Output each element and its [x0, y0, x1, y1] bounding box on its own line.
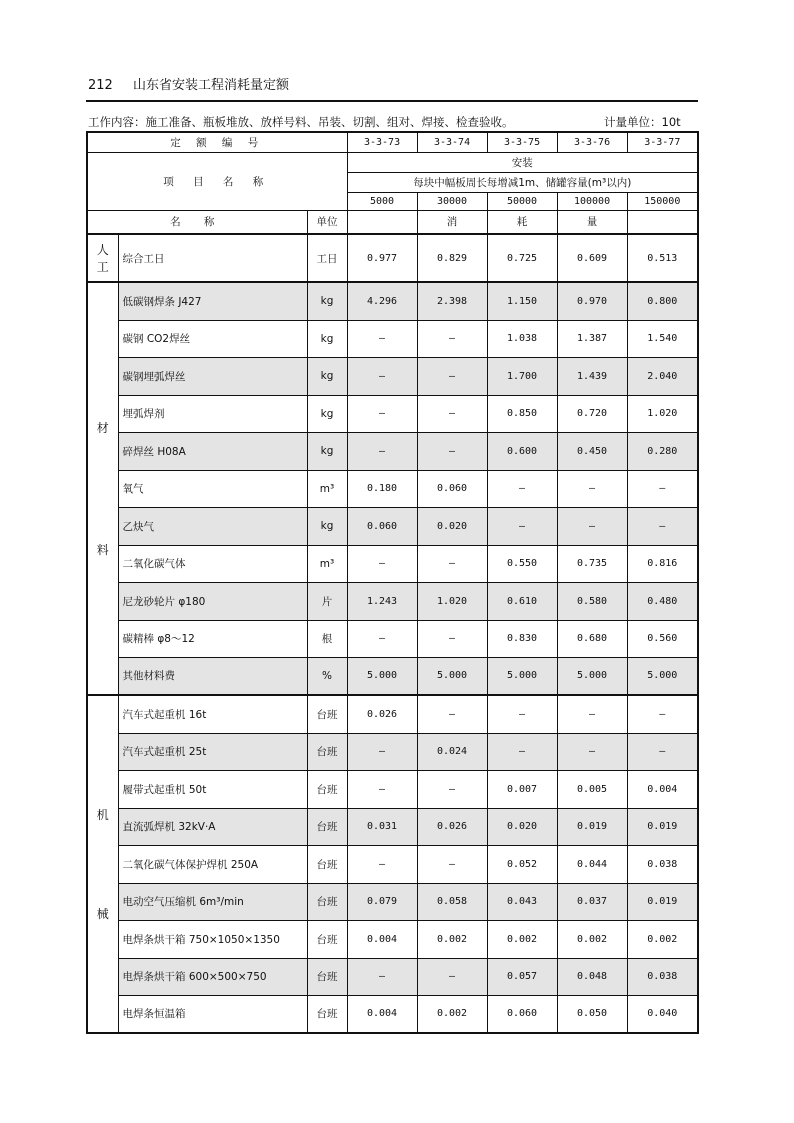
col-consumption-char: 耗	[487, 210, 557, 234]
consumption-value: 0.057	[487, 958, 557, 995]
consumption-value: 5.000	[417, 657, 487, 695]
resource-unit: 工日	[307, 234, 347, 282]
consumption-value: 1.150	[487, 282, 557, 320]
consumption-value: 0.970	[557, 282, 627, 320]
consumption-value: —	[347, 958, 417, 995]
consumption-value: 1.439	[557, 357, 627, 395]
consumption-value: —	[347, 432, 417, 470]
consumption-value: —	[627, 470, 698, 507]
consumption-value: 0.680	[557, 620, 627, 657]
section-label	[87, 695, 118, 1033]
consumption-value: —	[487, 507, 557, 545]
consumption-value: 0.040	[627, 995, 698, 1033]
consumption-value: 1.020	[627, 395, 698, 432]
consumption-value: —	[557, 507, 627, 545]
consumption-value: —	[417, 320, 487, 357]
resource-name: 埋弧焊剂	[118, 395, 307, 432]
consumption-value: —	[417, 545, 487, 582]
resource-name: 电焊条恒温箱	[118, 995, 307, 1033]
resource-unit: m³	[307, 545, 347, 582]
resource-unit: 台班	[307, 958, 347, 995]
consumption-value: 0.004	[347, 995, 417, 1033]
consumption-value: 0.005	[557, 770, 627, 808]
consumption-value: 0.609	[557, 234, 627, 282]
section-label-char: 料	[96, 543, 109, 558]
consumption-value: 0.007	[487, 770, 557, 808]
consumption-value: 1.243	[347, 582, 417, 620]
table-row	[87, 234, 698, 282]
code-row	[87, 132, 698, 152]
table-row	[87, 432, 698, 470]
resource-unit: 台班	[307, 883, 347, 920]
consumption-value: —	[627, 733, 698, 770]
resource-name: 履带式起重机 50t	[118, 770, 307, 808]
col-consumption-char: 消	[417, 210, 487, 234]
consumption-value: 0.610	[487, 582, 557, 620]
consumption-value: 0.550	[487, 545, 557, 582]
resource-unit: 台班	[307, 770, 347, 808]
consumption-value: 0.600	[487, 432, 557, 470]
resource-unit: 台班	[307, 995, 347, 1033]
consumption-value: 1.020	[417, 582, 487, 620]
consumption-value: 0.816	[627, 545, 698, 582]
consumption-value: 4.296	[347, 282, 417, 320]
resource-name: 电焊条烘干箱 600×500×750	[118, 958, 307, 995]
consumption-value: —	[347, 320, 417, 357]
consumption-value: 0.019	[627, 883, 698, 920]
consumption-value: 0.019	[627, 808, 698, 845]
resource-name: 电焊条烘干箱 750×1050×1350	[118, 920, 307, 958]
section-label-char: 人	[96, 243, 109, 257]
consumption-value: 5.000	[347, 657, 417, 695]
resource-name: 二氧化碳气体	[118, 545, 307, 582]
consumption-value: 0.004	[347, 920, 417, 958]
category-cell: 安装	[347, 152, 698, 172]
consumption-value: 5.000	[627, 657, 698, 695]
consumption-value: —	[347, 845, 417, 883]
consumption-value: 0.513	[627, 234, 698, 282]
consumption-value: 0.020	[487, 808, 557, 845]
table-row	[87, 733, 698, 770]
quota-table	[86, 131, 699, 1034]
resource-name: 二氧化碳气体保护焊机 250A	[118, 845, 307, 883]
consumption-value: —	[347, 770, 417, 808]
consumption-value: 0.026	[417, 808, 487, 845]
consumption-value: 0.002	[557, 920, 627, 958]
resource-unit: 根	[307, 620, 347, 657]
consumption-value: 0.002	[417, 995, 487, 1033]
section-label-char: 材	[96, 420, 109, 435]
resource-unit: kg	[307, 282, 347, 320]
consumption-value: —	[627, 695, 698, 733]
consumption-value: —	[417, 432, 487, 470]
table-row	[87, 657, 698, 695]
resource-name: 汽车式起重机 16t	[118, 695, 307, 733]
consumption-value: —	[347, 733, 417, 770]
resource-unit: 台班	[307, 845, 347, 883]
consumption-value: —	[347, 545, 417, 582]
consumption-value: 0.026	[347, 695, 417, 733]
page-number: 212	[88, 78, 113, 93]
consumption-value: 2.040	[627, 357, 698, 395]
code-cell: 3-3-73	[347, 132, 417, 152]
table-row	[87, 845, 698, 883]
consumption-value: 0.043	[487, 883, 557, 920]
consumption-value: 0.830	[487, 620, 557, 657]
code-cell: 3-3-75	[487, 132, 557, 152]
consumption-value: 0.060	[417, 470, 487, 507]
consumption-value: —	[417, 845, 487, 883]
resource-unit: kg	[307, 320, 347, 357]
consumption-value: —	[487, 733, 557, 770]
resource-name: 直流弧焊机 32kV·A	[118, 808, 307, 845]
resource-name: 碎焊丝 H08A	[118, 432, 307, 470]
resource-name: 其他材料费	[118, 657, 307, 695]
table-row	[87, 920, 698, 958]
table-row	[87, 958, 698, 995]
consumption-value: 0.048	[557, 958, 627, 995]
consumption-value: 0.024	[417, 733, 487, 770]
capacity-cell: 5000	[347, 192, 417, 210]
section-label	[87, 282, 118, 695]
col-unit-header: 单位	[307, 210, 347, 234]
resource-name: 碳钢埋弧焊丝	[118, 357, 307, 395]
consumption-value: 0.058	[417, 883, 487, 920]
table-row	[87, 770, 698, 808]
consumption-value: —	[557, 695, 627, 733]
resource-name: 汽车式起重机 25t	[118, 733, 307, 770]
consumption-value: —	[557, 733, 627, 770]
consumption-value: —	[417, 357, 487, 395]
resource-name: 低碳钢焊条 J427	[118, 282, 307, 320]
consumption-value: 0.044	[557, 845, 627, 883]
work-content: 工作内容：施工准备、瓶板堆放、放样号料、吊装、切割、组对、焊接、检查验收。	[88, 115, 514, 129]
code-cell: 3-3-76	[557, 132, 627, 152]
consumption-value: —	[627, 507, 698, 545]
consumption-value: 0.850	[487, 395, 557, 432]
consumption-value: 0.450	[557, 432, 627, 470]
capacity-cell: 50000	[487, 192, 557, 210]
consumption-value: 0.002	[417, 920, 487, 958]
consumption-value: 1.038	[487, 320, 557, 357]
resource-name: 氧气	[118, 470, 307, 507]
capacity-cell: 30000	[417, 192, 487, 210]
consumption-value: 0.977	[347, 234, 417, 282]
consumption-value: 0.280	[627, 432, 698, 470]
consumption-value: —	[347, 620, 417, 657]
consumption-value: 0.725	[487, 234, 557, 282]
table-row	[87, 995, 698, 1033]
consumption-value: 0.031	[347, 808, 417, 845]
capacity-cell: 150000	[627, 192, 698, 210]
consumption-value: 0.079	[347, 883, 417, 920]
col-consumption-blank	[627, 210, 698, 234]
resource-unit: 台班	[307, 695, 347, 733]
col-name-header: 名 称	[87, 210, 307, 234]
column-header-row	[87, 210, 698, 234]
page-header	[88, 74, 289, 93]
table-row	[87, 395, 698, 432]
consumption-value: 0.020	[417, 507, 487, 545]
consumption-value: 0.829	[417, 234, 487, 282]
section-label-char: 械	[96, 907, 109, 922]
table-row	[87, 320, 698, 357]
consumption-value: 0.050	[557, 995, 627, 1033]
consumption-value: 0.038	[627, 958, 698, 995]
table-row	[87, 507, 698, 545]
consumption-value: —	[557, 470, 627, 507]
consumption-value: 1.700	[487, 357, 557, 395]
section-label-char: 工	[96, 260, 109, 274]
code-cell: 3-3-77	[627, 132, 698, 152]
consumption-value: 5.000	[487, 657, 557, 695]
table-row	[87, 470, 698, 507]
consumption-value: 0.004	[627, 770, 698, 808]
resource-name: 乙炔气	[118, 507, 307, 545]
section-label	[87, 234, 118, 282]
sub-category-cell: 每块中幅板周长每增减1m、储罐容量(m³以内)	[347, 172, 698, 192]
resource-unit: kg	[307, 432, 347, 470]
resource-unit: 台班	[307, 920, 347, 958]
table-row	[87, 545, 698, 582]
consumption-value: 0.720	[557, 395, 627, 432]
resource-unit: kg	[307, 357, 347, 395]
table-row	[87, 620, 698, 657]
consumption-value: 1.387	[557, 320, 627, 357]
section-label-char: 机	[96, 807, 109, 822]
consumption-value: 2.398	[417, 282, 487, 320]
table-row	[87, 808, 698, 845]
resource-unit: kg	[307, 507, 347, 545]
consumption-value: 0.002	[487, 920, 557, 958]
consumption-value: 0.060	[347, 507, 417, 545]
capacity-cell: 100000	[557, 192, 627, 210]
resource-name: 综合工日	[118, 234, 307, 282]
resource-unit: kg	[307, 395, 347, 432]
resource-unit: m³	[307, 470, 347, 507]
consumption-value: 0.480	[627, 582, 698, 620]
consumption-value: —	[417, 770, 487, 808]
resource-name: 电动空气压缩机 6m³/min	[118, 883, 307, 920]
table-row	[87, 282, 698, 320]
consumption-value: —	[487, 695, 557, 733]
consumption-value: 1.540	[627, 320, 698, 357]
header-rule	[86, 100, 698, 102]
item-label: 项 目 名 称	[87, 152, 347, 210]
measure-unit: 计量单位：10t	[604, 115, 681, 129]
consumption-value: 5.000	[557, 657, 627, 695]
table-row	[87, 695, 698, 733]
table-row	[87, 582, 698, 620]
col-consumption-char: 量	[557, 210, 627, 234]
consumption-value: 0.060	[487, 995, 557, 1033]
consumption-value: 0.019	[557, 808, 627, 845]
consumption-value: —	[417, 958, 487, 995]
code-label: 定 额 编 号	[87, 132, 347, 152]
consumption-value: —	[417, 395, 487, 432]
resource-unit: 台班	[307, 808, 347, 845]
consumption-value: —	[347, 357, 417, 395]
resource-unit: 片	[307, 582, 347, 620]
consumption-value: 0.800	[627, 282, 698, 320]
consumption-value: —	[417, 695, 487, 733]
consumption-value: 0.038	[627, 845, 698, 883]
table-row	[87, 883, 698, 920]
consumption-value: 0.052	[487, 845, 557, 883]
resource-name: 碳钢 CO2焊丝	[118, 320, 307, 357]
consumption-value: —	[417, 620, 487, 657]
table-row	[87, 357, 698, 395]
resource-unit: 台班	[307, 733, 347, 770]
consumption-value: 0.560	[627, 620, 698, 657]
resource-name: 碳精棒 φ8～12	[118, 620, 307, 657]
consumption-value: 0.037	[557, 883, 627, 920]
resource-unit: %	[307, 657, 347, 695]
code-cell: 3-3-74	[417, 132, 487, 152]
consumption-value: 0.002	[627, 920, 698, 958]
col-consumption-blank	[347, 210, 417, 234]
book-title: 山东省安装工程消耗量定额	[132, 78, 289, 93]
consumption-value: —	[347, 395, 417, 432]
resource-name: 尼龙砂轮片 φ180	[118, 582, 307, 620]
consumption-value: 0.735	[557, 545, 627, 582]
consumption-value: —	[487, 470, 557, 507]
consumption-value: 0.180	[347, 470, 417, 507]
consumption-value: 0.580	[557, 582, 627, 620]
